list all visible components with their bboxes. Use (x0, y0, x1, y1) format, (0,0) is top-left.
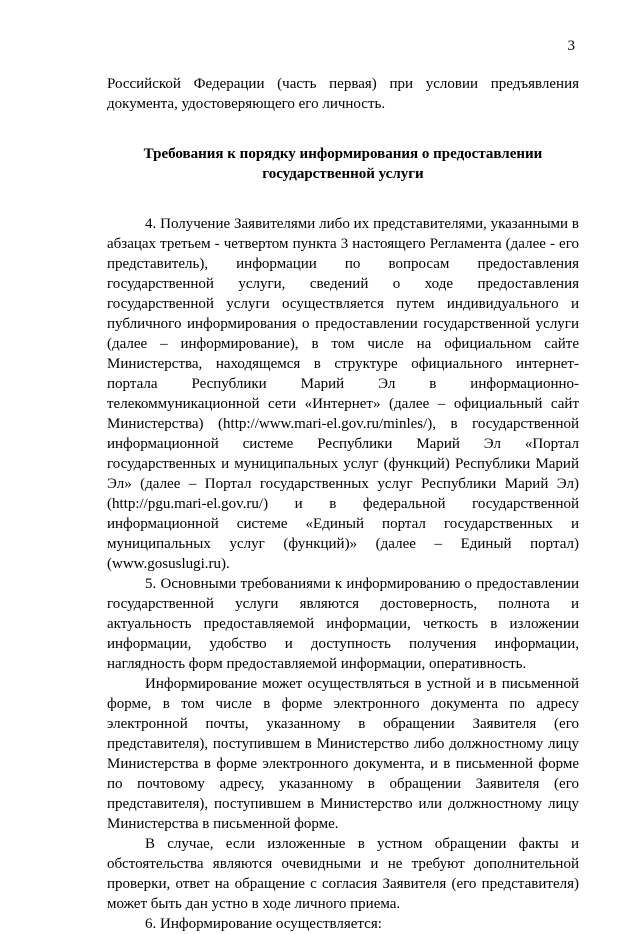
paragraph-item-4: 4. Получение Заявителями либо их представителями, указанными в абзацах третьем - четвертом пункта 3 настоящего Регламента (далее - его представитель), информации по вопросам предоставления государственной услуги, сведений о ходе предоставления государственной услуги осуществляется путем индивидуального и публичного информирования о предоставлении государственной услуги (далее – информирование), в том числе на официальном сайте Министерства, находящемся в структуре официального интернет-портала Республики Марий Эл в информационно-телекоммуникационной сети «Интернет» (далее – официальный сайт Министерства) (http://www.mari-el.gov.ru/minles/), в государственной информационной системе Республики Марий Эл «Портал государственных и муниципальных услуг (функций) Республики Марий Эл» (далее – Портал государственных услуг Республики Марий Эл) (http://pgu.mari-el.gov.ru/) и в федеральной государственной информационной системе «Единый портал государственных и муниципальных услуг (функций)» (далее – Единый портал) (www.gosuslugi.ru). (107, 216, 579, 572)
document-body (107, 74, 579, 934)
section-heading-line-1: Требования к порядку информирования о предоставлении (143, 146, 543, 162)
section-heading (107, 144, 579, 184)
paragraph-item-6: 6. Информирование осуществляется: (145, 916, 382, 932)
paragraph-informing-forms: Информирование может осуществляться в устной и в письменной форме, в том числе в форме электронного документа по адресу электронной почты, указанному в обращении Заявителя (его представителя), поступившем в Министерство либо должностному лицу Министерства в форме электронного документа, и в письменной форме по почтовому адресу, указанному в обращении Заявителя (его представителя), поступившем в Министерство или должностному лицу Министерства в письменной форме. (107, 676, 579, 832)
section-heading-line-2: государственной услуги (262, 166, 424, 182)
page-number: 3 (567, 38, 575, 54)
paragraph-item-5: 5. Основными требованиями к информированию о предоставлении государственной услуги являются достоверность, полнота и актуальность предоставляемой информации, четкость в изложении информации, удобство и доступность получения информации, наглядность форм предоставляемой информации, оперативность. (107, 576, 579, 672)
intro-paragraph: Российской Федерации (часть первая) при условии предъявления документа, удостоверяющего его личность. (107, 76, 579, 112)
paragraph-oral-response: В случае, если изложенные в устном обращении факты и обстоятельства являются очевидными и не требуют дополнительной проверки, ответ на обращение с согласия Заявителя (его представителя) может быть дан устно в ходе личного приема. (107, 836, 579, 912)
